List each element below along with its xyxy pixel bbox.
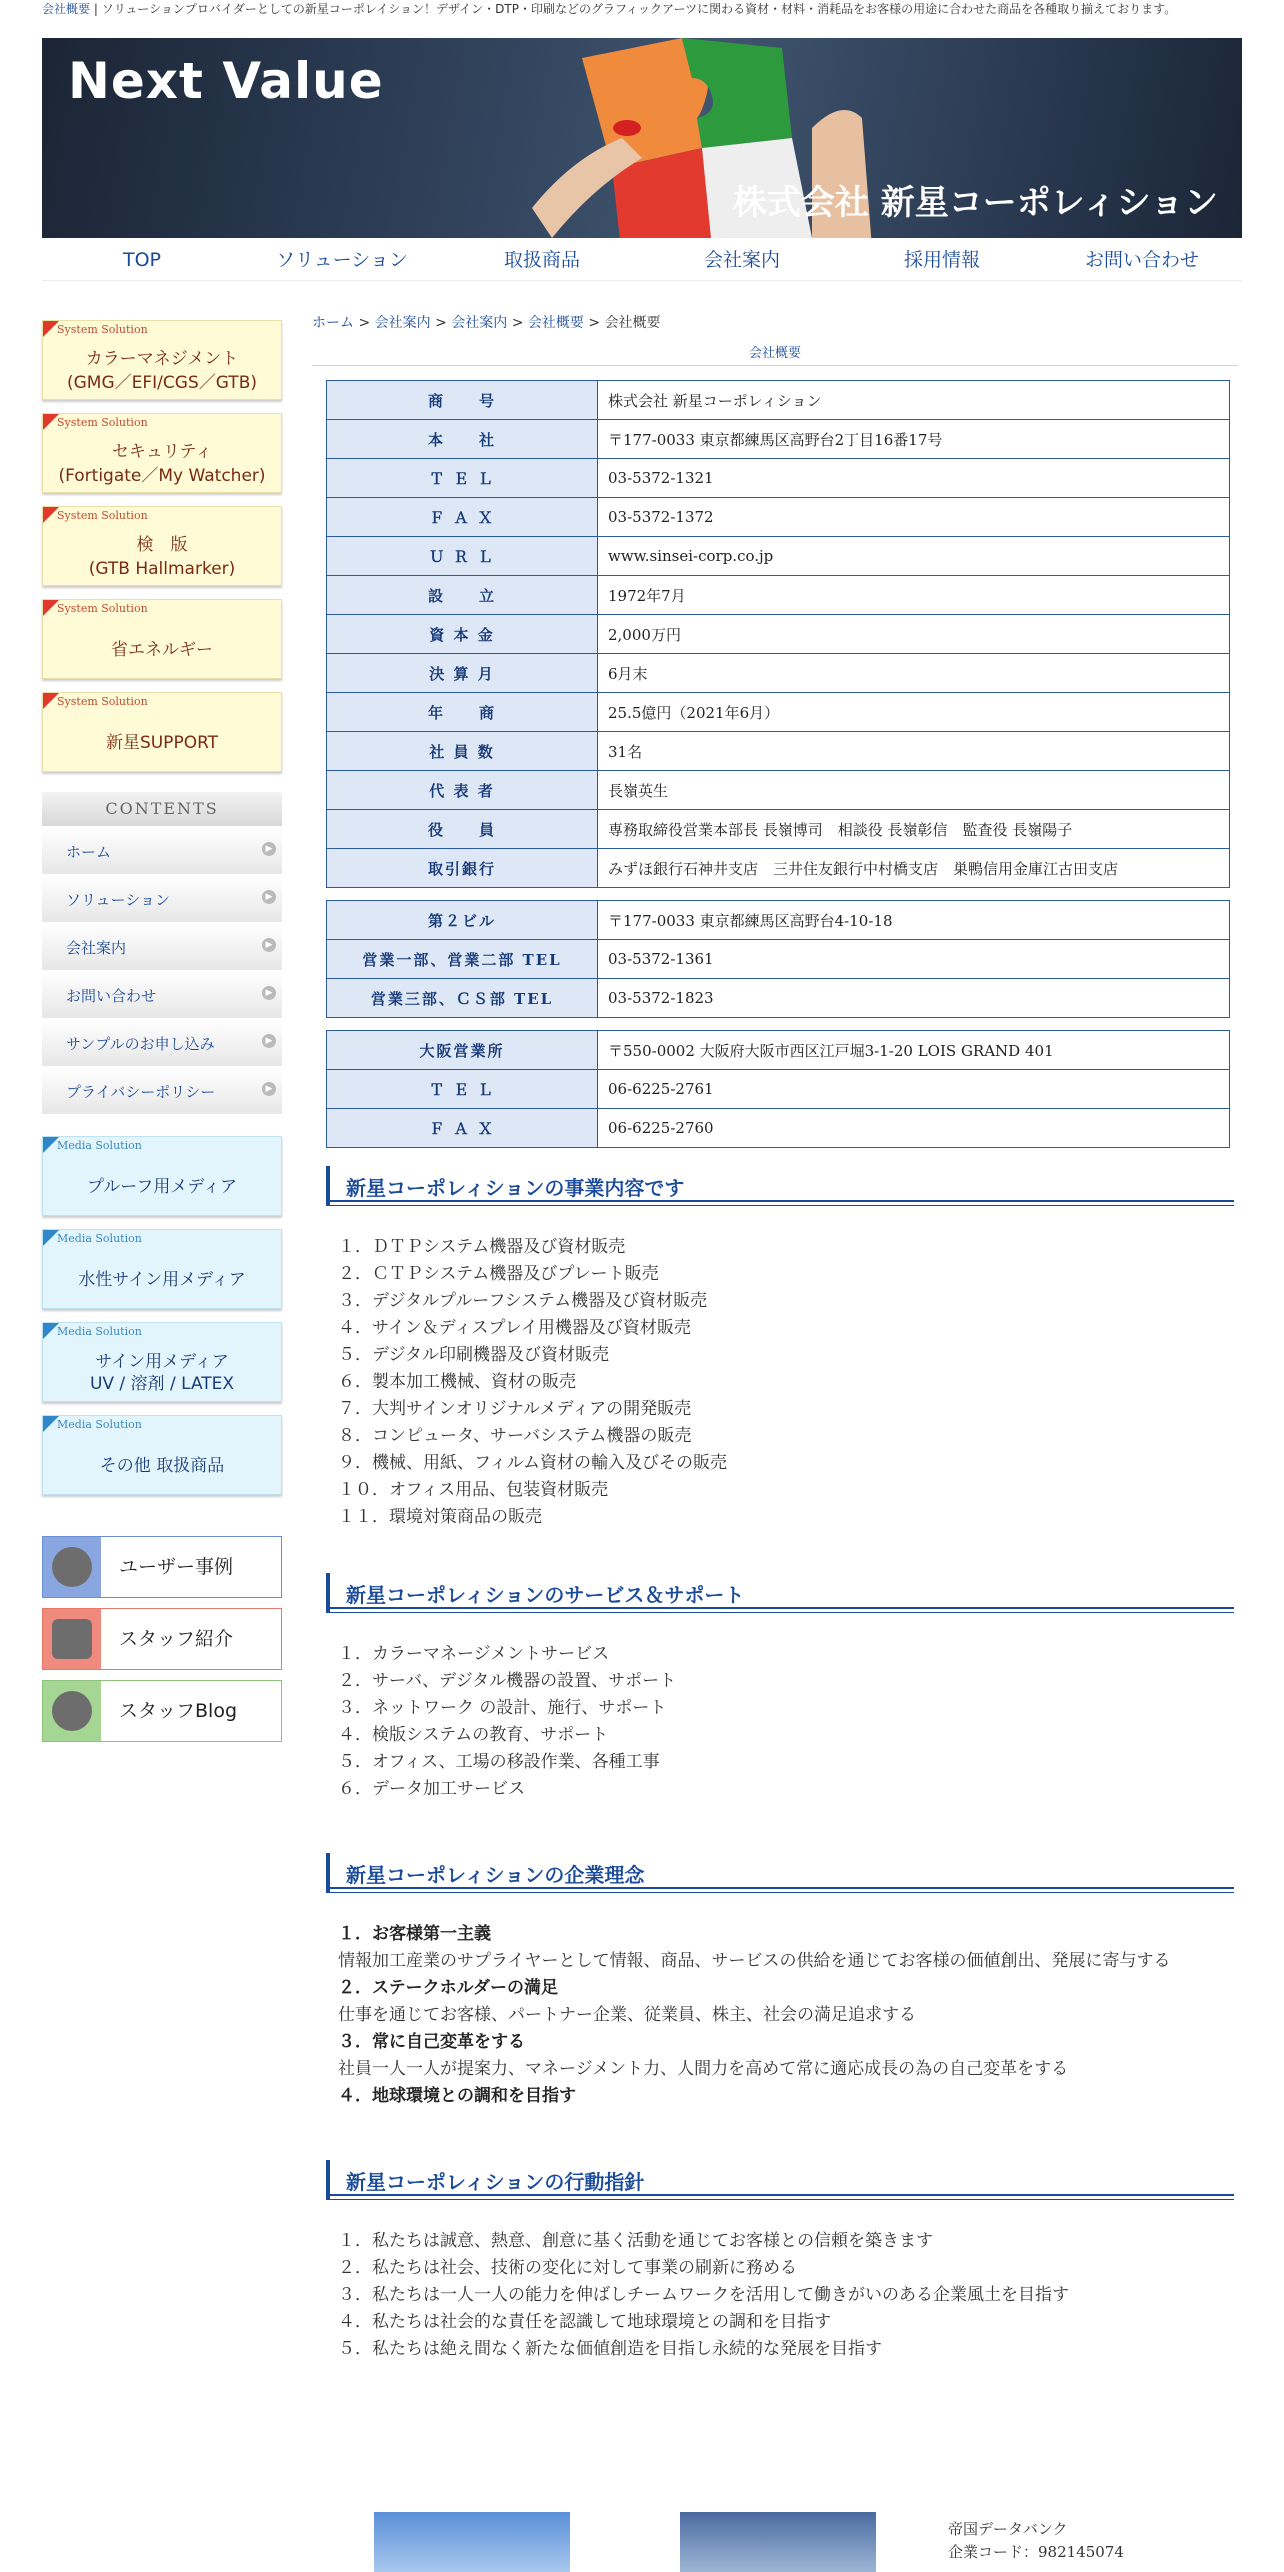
table-key: 代 表 者 [327,771,598,810]
staff-intro-button[interactable] [42,1608,282,1670]
table-row [327,901,1230,940]
contents-item-company[interactable] [42,922,282,970]
table-row [327,537,1230,576]
business-list [338,1234,1238,1531]
table-value: 03-5372-1372 [598,498,1230,537]
list-item: １０．オフィス用品、包装資材販売 [338,1480,609,1500]
table-key: Ｔ Ｅ Ｌ [327,1070,598,1109]
list-item: ９．機械、用紙、フィルム資材の輸入及びその販売 [338,1453,727,1473]
table-value: 〒550-0002 大阪府大阪市西区江戸堀3-1-20 LOIS GRAND 401 [598,1031,1230,1070]
contents-item-label: プライバシーポリシー [66,1083,216,1101]
contents-item-label: 会社案内 [66,939,127,957]
chat-icon [43,1681,101,1741]
section-heading: 新星コーポレィションの事業内容です [346,1176,685,1200]
list-item: ８．コンピュータ、サーバシステム機器の販売 [338,1426,692,1446]
table-key: 資 本 金 [327,615,598,654]
list-item: ２．サーバ、デジタル機器の設置、サポート [338,1671,677,1691]
table-row [327,576,1230,615]
table-row [327,654,1230,693]
nav-recruit[interactable]: 採用情報 [903,249,980,271]
company-info-table [326,380,1230,888]
list-item: １．私たちは誠意、熱意、創意に基く活動を通じてお客様との信頼を築きます [338,2231,933,2251]
top-company-link[interactable]: 会社概要 [42,2,91,16]
osaka-office-table [326,1030,1230,1148]
crumb-company-2[interactable]: 会社案内 [451,315,508,331]
contents-title: CONTENTS [42,792,282,826]
button-label: ユーザー事例 [119,1556,234,1578]
table-row [327,849,1230,888]
media-solution-other[interactable] [42,1415,282,1495]
table-value: 長嶺英生 [598,771,1230,810]
table-key: 本 社 [327,420,598,459]
table-key: 大阪営業所 [327,1031,598,1070]
crumb-home[interactable]: ホーム [312,315,354,331]
media-label: 水性サイン用メディア [78,1270,246,1290]
list-item: ５．オフィス、工場の移設作業、各種工事 [338,1752,660,1772]
table-row [327,693,1230,732]
table-row [327,1031,1230,1070]
table-row [327,420,1230,459]
list-item: ４．私たちは社会的な責任を認識して地球環境との調和を目指す [338,2312,831,2332]
crumb-company-1[interactable]: 会社案内 [374,315,431,331]
section-heading: 新星コーポレィションの企業理念 [346,1863,645,1887]
list-item: ６．製本加工機械、資材の販売 [338,1372,576,1392]
button-label: スタッフ紹介 [119,1628,234,1650]
solution-tag: System Solution [57,695,148,708]
table-value: 31名 [598,732,1230,771]
contents-item-label: サンプルのお申し込み [66,1035,215,1053]
table-value: 03-5372-1361 [598,940,1230,979]
footer-photo [680,2512,876,2572]
media-solution-water-sign[interactable] [42,1229,282,1309]
table-key: Ｆ Ａ Ｘ [327,498,598,537]
system-solution-security[interactable] [42,413,282,493]
sidebar [42,320,282,1752]
arrow-right-icon: ▶ [262,842,276,856]
philosophy-heading: ３．常に自己変革をする [338,2032,525,2052]
table-row [327,1070,1230,1109]
philosophy-section-title [326,1853,1234,1893]
system-solution-proofing[interactable] [42,506,282,586]
main-content [312,312,1238,2363]
media-tag: Media Solution [57,1232,142,1245]
top-info-bar [42,0,1242,18]
footer-line: 帝国データバンク [948,2520,1068,2538]
main-nav [42,240,1242,281]
nav-products[interactable]: 取扱商品 [503,249,580,271]
button-label: スタッフBlog [119,1700,237,1722]
arrow-right-icon: ▶ [262,986,276,1000]
section-heading: 新星コーポレィションの行動指針 [346,2170,645,2194]
solution-tag: System Solution [57,509,148,522]
user-cases-button[interactable] [42,1536,282,1598]
contents-item-home[interactable] [42,826,282,874]
media-tag: Media Solution [57,1418,142,1431]
table-row [327,498,1230,537]
table-row [327,810,1230,849]
top-description: | ソリューションプロバイダーとしての新星コーポレイション！デザイン・DTP・印刷などのグラフィックアーツに関わる資材・材料・消耗品をお客様の用途に合わせた商品を各種取り揃えております。 [90,2,1177,16]
list-item: １．カラーマネージメントサービス [338,1644,610,1664]
philosophy-heading: ２．ステークホルダーの満足 [338,1978,558,1998]
contents-item-sample[interactable] [42,1018,282,1066]
footer-info [948,2518,1124,2564]
table-row [327,615,1230,654]
table-value: みずほ銀行石神井支店 三井住友銀行中村橋支店 巣鴨信用金庫江古田支店 [598,849,1230,888]
table-key: 役 員 [327,810,598,849]
table-row [327,459,1230,498]
section-heading: 新星コーポレィションのサービス＆サポート [346,1583,745,1607]
contents-menu [42,792,282,1114]
media-label: サイン用メディア UV / 溶剤 / LATEX [89,1352,235,1394]
table-row [327,771,1230,810]
table-key: 営業一部、営業二部 TEL [327,940,598,979]
table-value: 専務取締役営業本部長 長嶺博司 相談役 長嶺彰信 監査役 長嶺陽子 [598,810,1230,849]
philosophy-body: 情報加工産業のサプライヤーとして情報、商品、サービスの供給を通じてお客様の価値創出、発展に寄与する [338,1951,1171,1971]
table-key: 社 員 数 [327,732,598,771]
table-value: 03-5372-1321 [598,459,1230,498]
business-section-title [326,1166,1234,1206]
table-value: 株式会社 新星コーポレィション [598,381,1230,420]
contents-item-label: お問い合わせ [66,987,157,1005]
solution-label: 検 版 (GTB Hallmarker) [88,535,236,579]
solution-label: 新星SUPPORT [105,733,219,753]
table-value: 2,000万円 [598,615,1230,654]
table-key: 取引銀行 [327,849,598,888]
table-key: Ｕ Ｒ Ｌ [327,537,598,576]
list-item: ４．検版システムの教育、サポート [338,1725,609,1745]
list-item: ２．私たちは社会、技術の変化に対して事業の刷新に務める [338,2258,797,2278]
contents-item-privacy[interactable] [42,1066,282,1114]
table-key: Ｔ Ｅ Ｌ [327,459,598,498]
service-section-title [326,1573,1234,1613]
solution-label: 省エネルギー [111,640,213,660]
solution-tag: System Solution [57,416,148,429]
table-key: 決 算 月 [327,654,598,693]
media-solution-sign[interactable] [42,1322,282,1402]
table-key: 商 号 [327,381,598,420]
crumb-current: 会社概要 [604,315,661,331]
footer [42,2500,1242,2568]
philosophy-list [338,1921,1218,2110]
arrow-right-icon: ▶ [262,938,276,952]
table-value: 25.5億円（2021年6月） [598,693,1230,732]
second-building-table [326,900,1230,1018]
media-solution-proof[interactable] [42,1136,282,1216]
media-label: その他 取扱商品 [99,1456,225,1476]
system-solution-support[interactable] [42,692,282,772]
conduct-list [338,2228,1238,2363]
philosophy-heading: １．お客様第一主義 [338,1924,491,1944]
list-item: ４．サイン＆ディスプレイ用機器及び資材販売 [338,1318,691,1338]
staff-blog-button[interactable] [42,1680,282,1742]
philosophy-heading: ４．地球環境との調和を目指す [338,2086,576,2106]
id-card-icon [43,1609,101,1669]
table-key: 設 立 [327,576,598,615]
table-value: www.sinsei-corp.co.jp [598,537,1230,576]
hero-banner [42,38,1242,238]
list-item: ７．大判サインオリジナルメディアの開発販売 [338,1399,692,1419]
list-item: ５．デジタル印刷機器及び資材販売 [338,1345,609,1365]
solution-label: カラーマネジメント (GMG／EFI/CGS／GTB) [67,349,257,393]
nav-company[interactable]: 会社案内 [703,249,780,271]
footer-line: 企業コード：982145074 [948,2543,1124,2561]
solution-tag: System Solution [57,602,148,615]
philosophy-body: 仕事を通じてお客様、パートナー企業、従業員、株主、社会の満足追求する [338,2005,916,2025]
company-name: 株式会社 新星コーポレィション [732,183,1218,223]
list-item: １１．環境対策商品の販売 [338,1507,542,1527]
contents-item-label: ソリューション [66,891,170,909]
solution-tag: System Solution [57,323,148,336]
solution-label: セキュリティ (Fortigate／My Watcher) [58,442,266,486]
list-item: ３．ネットワーク の設計、施行、サポート [338,1698,667,1718]
table-value: 〒177-0033 東京都練馬区高野台4-10-18 [598,901,1230,940]
table-value: 06-6225-2761 [598,1070,1230,1109]
system-solution-energy[interactable] [42,599,282,679]
table-value: 06-6225-2760 [598,1109,1230,1148]
table-row [327,381,1230,420]
nav-solution[interactable]: ソリューション [276,249,408,271]
contents-item-contact[interactable] [42,970,282,1018]
page-title: 会社概要 [312,342,1238,366]
brand-logo: Next Value [68,52,384,110]
philosophy-body: 社員一人一人が提案力、マネージメント力、人間力を高めて常に適応成長の為の自己変革をする [338,2059,1069,2079]
system-solution-color-management[interactable] [42,320,282,400]
service-list [338,1641,1238,1803]
list-item: ５．私たちは絶え間なく新たな価値創造を目指し永続的な発展を目指す [338,2339,882,2359]
nav-contact[interactable]: お問い合わせ [1084,249,1199,271]
list-item: ３．デジタルプルーフシステム機器及び資材販売 [338,1291,708,1311]
nav-top[interactable]: TOP [122,249,162,271]
list-item: ３．私たちは一人一人の能力を伸ばしチームワークを活用して働きがいのある企業風土を目指す [338,2285,1069,2305]
arrow-right-icon: ▶ [262,890,276,904]
table-key: 第２ビル [327,901,598,940]
table-value: 〒177-0033 東京都練馬区高野台2丁目16番17号 [598,420,1230,459]
breadcrumb: ホーム > 会社案内 > 会社案内 > 会社概要 > 会社概要 [312,315,661,331]
list-item: １．ＤＴＰシステム機器及び資材販売 [338,1237,626,1257]
footer-photo [374,2512,570,2572]
contents-item-solution[interactable] [42,874,282,922]
table-row [327,732,1230,771]
media-tag: Media Solution [57,1325,142,1338]
contents-item-label: ホーム [66,843,112,861]
table-row [327,979,1230,1018]
table-value: 03-5372-1823 [598,979,1230,1018]
table-row [327,1109,1230,1148]
media-label: プルーフ用メディア [86,1177,238,1197]
list-item: ６．データ加工サービス [338,1779,525,1799]
table-key: Ｆ Ａ Ｘ [327,1109,598,1148]
table-value: 1972年7月 [598,576,1230,615]
media-tag: Media Solution [57,1139,142,1152]
crumb-overview[interactable]: 会社概要 [527,315,584,331]
table-value: 6月末 [598,654,1230,693]
arrow-right-icon: ▶ [262,1034,276,1048]
table-key: 営業三部、ＣＳ部 TEL [327,979,598,1018]
conduct-section-title [326,2160,1234,2200]
user-icon [43,1537,101,1597]
arrow-right-icon: ▶ [262,1082,276,1096]
table-row [327,940,1230,979]
list-item: ２．ＣＴＰシステム機器及びプレート販売 [338,1264,659,1284]
table-key: 年 商 [327,693,598,732]
